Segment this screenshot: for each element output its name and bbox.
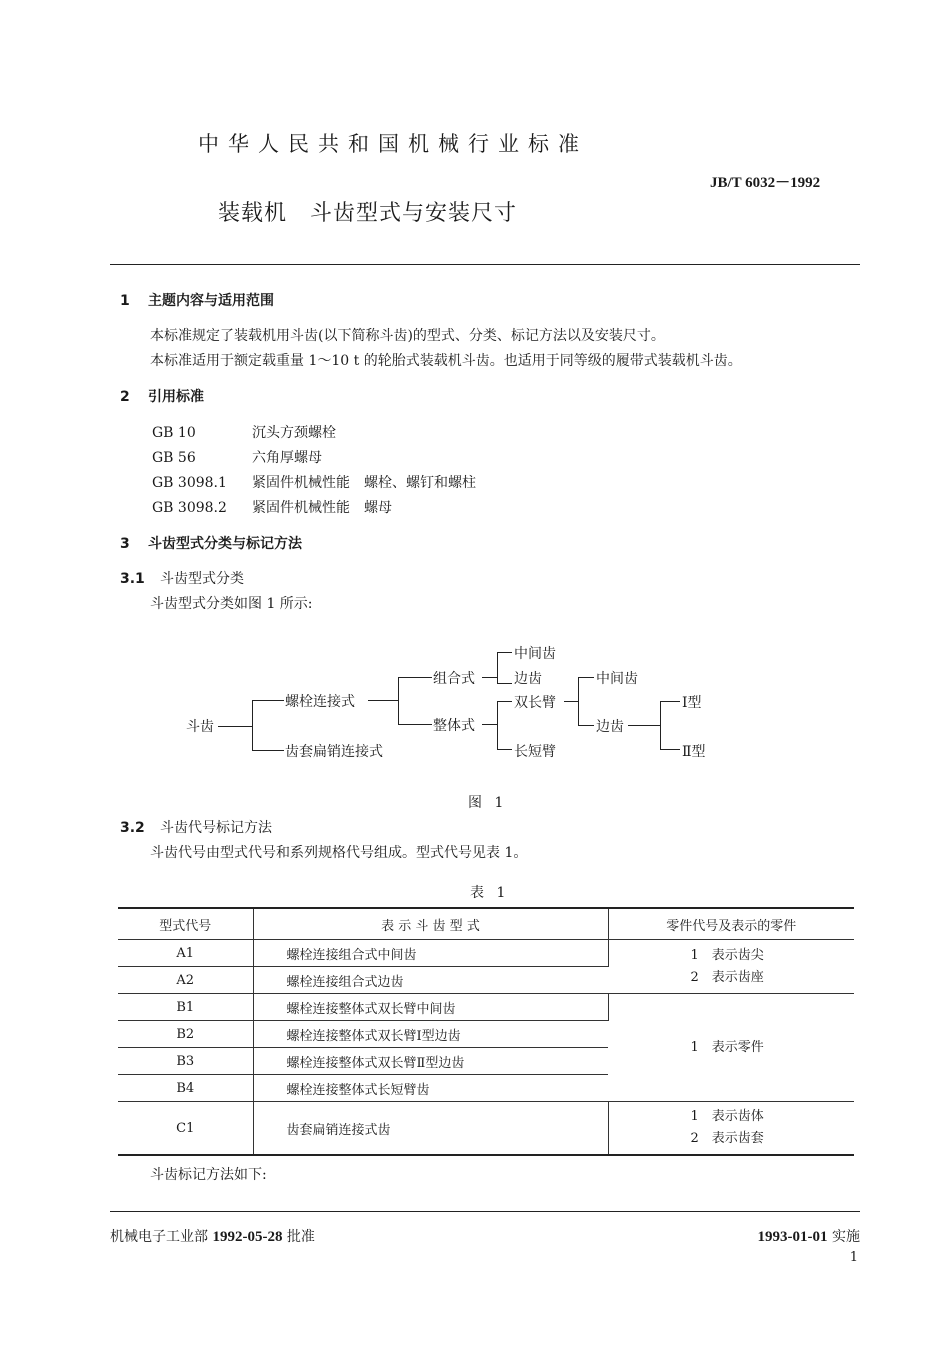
- connector: [398, 677, 399, 725]
- node-side-tooth-2: 边齿: [596, 719, 624, 735]
- implementation-info: 1993-01-01 实施: [757, 1229, 860, 1245]
- connector: [482, 724, 497, 725]
- table-caption: 表 1: [470, 885, 510, 901]
- table-row: [118, 940, 854, 967]
- section-1-heading: [120, 290, 274, 310]
- node-type-2: Ⅱ型: [682, 744, 706, 760]
- connector: [497, 652, 512, 653]
- type-code: A2: [118, 967, 253, 994]
- connector: [578, 725, 594, 726]
- paragraph: 斗齿代号由型式代号和系列规格代号组成。型式代号见表 1。: [150, 845, 528, 861]
- node-long-short-arm: 长短臂: [514, 744, 556, 760]
- paragraph: 斗齿型式分类如图 1 所示:: [150, 596, 313, 612]
- connector: [398, 677, 432, 678]
- figure-caption: 图 1: [468, 795, 508, 811]
- connector: [497, 749, 512, 750]
- column-header: 型式代号: [118, 908, 253, 940]
- table-row: [118, 994, 854, 1021]
- reference-item: GB 10 沉头方颈螺栓: [152, 425, 336, 441]
- node-type-1: Ⅰ型: [682, 695, 702, 711]
- header-divider: [110, 264, 860, 265]
- connector: [497, 701, 512, 702]
- type-code: B2: [118, 1021, 253, 1048]
- type-code: B3: [118, 1048, 253, 1075]
- reference-item: GB 3098.2 紧固件机械性能 螺母: [152, 500, 392, 516]
- type-code: A1: [118, 940, 253, 967]
- paragraph: 斗齿标记方法如下:: [150, 1167, 267, 1183]
- reference-item: GB 3098.1 紧固件机械性能 螺栓、螺钉和螺柱: [152, 475, 476, 491]
- parts-cell: 1 表示零件: [608, 994, 854, 1102]
- type-description: 螺栓连接组合式中间齿: [253, 940, 608, 967]
- connector: [578, 677, 579, 726]
- connector: [252, 700, 284, 701]
- connector: [368, 700, 398, 701]
- node-mid-tooth-2: 中间齿: [596, 671, 638, 687]
- type-code: C1: [118, 1102, 253, 1156]
- connector: [660, 701, 680, 702]
- connector: [564, 701, 578, 702]
- section-number: 2: [120, 389, 130, 405]
- connector: [628, 725, 660, 726]
- type-description: 螺栓连接整体式双长臂Ⅱ型边齿: [253, 1048, 608, 1075]
- node-side-tooth: 边齿: [514, 671, 542, 687]
- connector: [660, 701, 661, 750]
- column-header: 表 示 斗 齿 型 式: [253, 908, 608, 940]
- paragraph: 本标准适用于额定载重量 1～10 t 的轮胎式装载机斗齿。也适用于同等级的履带式装载机斗齿。: [150, 353, 742, 369]
- type-description: 螺栓连接整体式长短臂齿: [253, 1075, 608, 1102]
- type-code: B4: [118, 1075, 253, 1102]
- footer-divider: [110, 1211, 860, 1212]
- node-double-arm: 双长臂: [514, 695, 556, 711]
- connector: [497, 683, 512, 684]
- section-3-heading: [120, 533, 302, 553]
- section-title: 引用标准: [148, 389, 204, 405]
- section-2-heading: [120, 386, 204, 406]
- subsection-3-1-heading: 3.1 斗齿型式分类: [120, 571, 244, 587]
- connector: [578, 677, 594, 678]
- type-description: 齿套扁销连接式齿: [253, 1102, 608, 1156]
- section-number: 3: [120, 536, 130, 552]
- node-sleeve: 齿套扁销连接式: [285, 744, 383, 760]
- node-combo: 组合式: [433, 671, 475, 687]
- connector: [497, 652, 498, 684]
- subsection-3-2-heading: 3.2 斗齿代号标记方法: [120, 820, 272, 836]
- section-title: 斗齿型式分类与标记方法: [148, 536, 302, 552]
- document-title: 装载机 斗齿型式与安装尺寸: [218, 201, 518, 226]
- parts-cell: 1 表示齿体 2 表示齿套: [608, 1102, 854, 1156]
- node-root: 斗齿: [186, 719, 214, 735]
- column-header: 零件代号及表示的零件: [608, 908, 854, 940]
- node-mid-tooth: 中间齿: [514, 646, 556, 662]
- connector: [252, 750, 284, 751]
- table-row: [118, 1102, 854, 1156]
- node-bolt: 螺栓连接式: [285, 694, 355, 710]
- connector: [398, 724, 432, 725]
- type-description: 螺栓连接组合式边齿: [253, 967, 608, 994]
- connector: [252, 700, 253, 751]
- parts-cell: 1 表示齿尖 2 表示齿座: [608, 940, 854, 994]
- type-code: B1: [118, 994, 253, 1021]
- type-description: 螺栓连接整体式双长臂Ⅰ型边齿: [253, 1021, 608, 1048]
- connector: [497, 701, 498, 750]
- table-header-row: [118, 908, 854, 940]
- paragraph: 本标准规定了装载机用斗齿(以下简称斗齿)的型式、分类、标记方法以及安装尺寸。: [150, 328, 665, 344]
- reference-item: GB 56 六角厚螺母: [152, 450, 322, 466]
- connector: [218, 726, 252, 727]
- standard-code: JB/T 6032－1992: [710, 175, 821, 191]
- table-1: [118, 907, 854, 1156]
- connector: [482, 677, 497, 678]
- type-description: 螺栓连接整体式双长臂中间齿: [253, 994, 608, 1021]
- section-title: 主题内容与适用范围: [148, 293, 274, 309]
- approval-info: 机械电子工业部 1992-05-28 批准: [110, 1229, 315, 1245]
- page-number: 1: [849, 1250, 858, 1265]
- node-integral: 整体式: [433, 718, 475, 734]
- connector: [660, 749, 680, 750]
- standard-org: 中华人民共和国机械行业标准: [198, 132, 588, 156]
- section-number: 1: [120, 293, 130, 309]
